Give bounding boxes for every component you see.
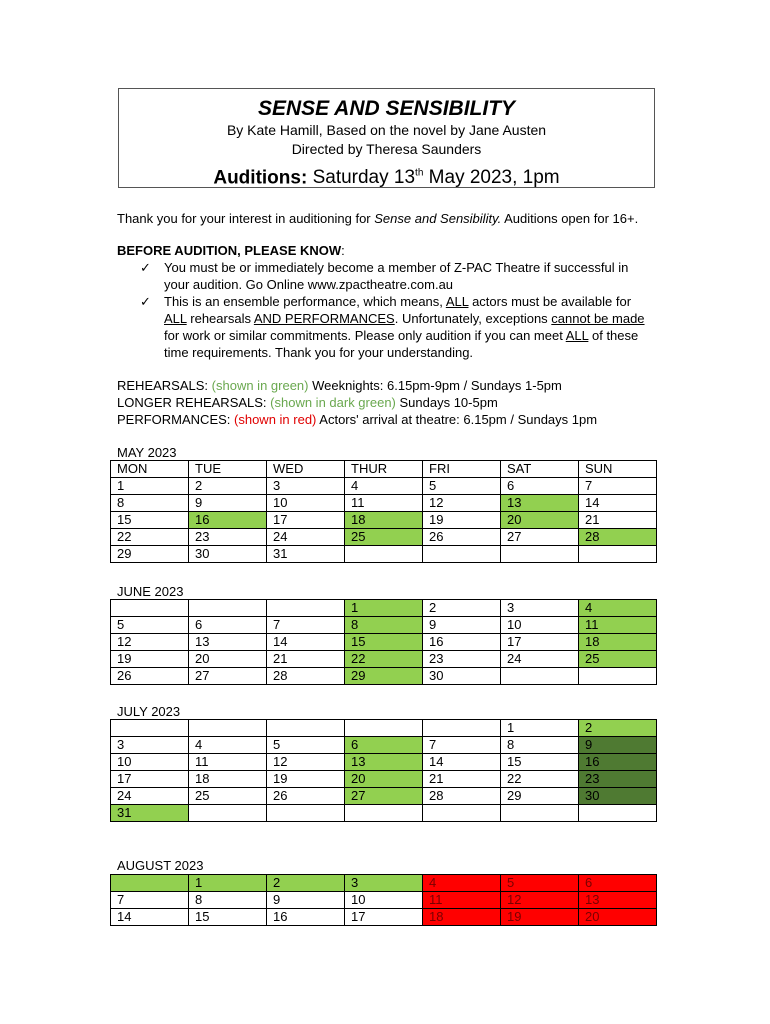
calendar-cell: 19 (111, 651, 189, 668)
calendar-cell (189, 720, 267, 737)
calendar-cell: 10 (345, 892, 423, 909)
calendar-row (111, 720, 657, 737)
calendar-row (111, 875, 657, 892)
calendar-cell: 19 (501, 909, 579, 926)
calendar-cell: 23 (579, 771, 657, 788)
calendar-cell: 2 (189, 478, 267, 495)
calendar-row (111, 668, 657, 685)
calendar-cell: 2 (267, 875, 345, 892)
calendar-cell: 1 (501, 720, 579, 737)
calendar-cell (189, 805, 267, 822)
calendar-cell: 31 (111, 805, 189, 822)
calendar-cell: 2 (423, 600, 501, 617)
may-calendar (110, 460, 657, 563)
calendar-cell: 6 (579, 875, 657, 892)
calendar-cell: 31 (267, 546, 345, 563)
calendar-row (111, 529, 657, 546)
calendar-cell: 6 (189, 617, 267, 634)
calendar-cell: 15 (189, 909, 267, 926)
calendar-cell: 18 (189, 771, 267, 788)
calendar-cell: 3 (501, 600, 579, 617)
calendar-cell: 16 (423, 634, 501, 651)
calendar-cell: 19 (423, 512, 501, 529)
calendar-cell: 13 (501, 495, 579, 512)
calendar-cell: 3 (345, 875, 423, 892)
calendar-cell: 19 (267, 771, 345, 788)
calendar-cell: 6 (501, 478, 579, 495)
calendar-cell: 2 (579, 720, 657, 737)
calendar-cell: 17 (345, 909, 423, 926)
list-item: ✓ You must be or immediately become a member of Z-PAC Theatre if successful in your audition. Go Online www.zpactheatre.com.au (140, 260, 629, 292)
calendar-cell: 24 (267, 529, 345, 546)
calendar-cell: 3 (111, 737, 189, 754)
calendar-cell: 25 (579, 651, 657, 668)
calendar-cell: 21 (423, 771, 501, 788)
calendar-cell: 27 (189, 668, 267, 685)
calendar-cell: 25 (189, 788, 267, 805)
calendar-cell (501, 805, 579, 822)
calendar-cell: 7 (267, 617, 345, 634)
calendar-cell: 26 (423, 529, 501, 546)
calendar-row (111, 461, 657, 478)
calendar-row (111, 771, 657, 788)
calendar-cell: 8 (189, 892, 267, 909)
calendar-cell: 26 (267, 788, 345, 805)
calendar-cell: 16 (267, 909, 345, 926)
calendar-cell: 5 (501, 875, 579, 892)
calendar-cell: 10 (267, 495, 345, 512)
calendar-cell (579, 668, 657, 685)
calendar-cell: WED (267, 461, 345, 478)
auditions-label: Auditions: (213, 167, 308, 189)
calendar-cell: 22 (501, 771, 579, 788)
calendar-cell (345, 805, 423, 822)
calendar-cell: 29 (501, 788, 579, 805)
calendar-cell (111, 600, 189, 617)
calendar-cell (501, 546, 579, 563)
director-line: Directed by Theresa Saunders (291, 141, 482, 157)
calendar-cell: 11 (345, 495, 423, 512)
may-calendar-title: MAY 2023 (117, 445, 177, 460)
calendar-cell: SAT (501, 461, 579, 478)
calendar-cell: 9 (267, 892, 345, 909)
calendar-cell: 25 (345, 529, 423, 546)
title-box (118, 88, 655, 188)
legend-rehearsals: REHEARSALS: (shown in green) Weeknights: 6.15pm-9pm / Sundays 1-5pm (117, 378, 562, 393)
calendar-cell: 4 (579, 600, 657, 617)
calendar-cell: 13 (189, 634, 267, 651)
august-calendar (110, 874, 657, 926)
calendar-cell: 24 (111, 788, 189, 805)
calendar-cell: 10 (111, 754, 189, 771)
calendar-row (111, 546, 657, 563)
calendar-cell (423, 805, 501, 822)
calendar-cell: 7 (111, 892, 189, 909)
july-calendar-title: JULY 2023 (117, 704, 181, 719)
calendar-cell: 1 (189, 875, 267, 892)
calendar-cell: 12 (501, 892, 579, 909)
calendar-cell: 28 (579, 529, 657, 546)
calendar-row (111, 478, 657, 495)
calendar-cell: 30 (423, 668, 501, 685)
calendar-cell (111, 720, 189, 737)
calendar-cell: 22 (111, 529, 189, 546)
calendar-cell: SUN (579, 461, 657, 478)
calendar-cell: 11 (579, 617, 657, 634)
calendar-cell: 14 (579, 495, 657, 512)
calendar-row (111, 805, 657, 822)
checkmark-icon: ✓ (140, 260, 151, 275)
calendar-cell: 8 (345, 617, 423, 634)
calendar-cell: 27 (345, 788, 423, 805)
calendar-row (111, 737, 657, 754)
calendar-cell: 8 (501, 737, 579, 754)
calendar-cell: 5 (111, 617, 189, 634)
calendar-cell (267, 600, 345, 617)
calendar-cell: 28 (267, 668, 345, 685)
calendar-cell: 7 (423, 737, 501, 754)
calendar-cell: 6 (345, 737, 423, 754)
calendar-cell (111, 875, 189, 892)
calendar-cell: MON (111, 461, 189, 478)
calendar-cell: 14 (111, 909, 189, 926)
calendar-cell: 16 (189, 512, 267, 529)
calendar-cell (189, 600, 267, 617)
calendar-cell (267, 720, 345, 737)
calendar-cell: 30 (189, 546, 267, 563)
calendar-row (111, 634, 657, 651)
calendar-cell: 1 (345, 600, 423, 617)
byline: By Kate Hamill, Based on the novel by Jane Austen (226, 122, 547, 138)
calendar-cell (501, 668, 579, 685)
calendar-cell (423, 720, 501, 737)
calendar-cell (423, 546, 501, 563)
page-title: SENSE AND SENSIBILITY (257, 97, 516, 120)
calendar-cell: 30 (579, 788, 657, 805)
requirements-list (117, 259, 677, 361)
calendar-cell: 20 (345, 771, 423, 788)
calendar-cell: 20 (501, 512, 579, 529)
calendar-row (111, 788, 657, 805)
calendar-row (111, 892, 657, 909)
calendar-cell: 5 (267, 737, 345, 754)
calendar-cell (345, 720, 423, 737)
calendar-cell (267, 805, 345, 822)
calendar-cell: 29 (111, 546, 189, 563)
calendar-cell: 14 (267, 634, 345, 651)
calendar-cell: 17 (111, 771, 189, 788)
calendar-cell: 17 (501, 634, 579, 651)
august-calendar-title: AUGUST 2023 (117, 858, 204, 873)
calendar-cell: 29 (345, 668, 423, 685)
calendar-cell: 9 (189, 495, 267, 512)
calendar-cell: 24 (501, 651, 579, 668)
calendar-cell: 10 (501, 617, 579, 634)
calendar-row (111, 651, 657, 668)
calendar-cell: 20 (579, 909, 657, 926)
calendar-cell: 7 (579, 478, 657, 495)
calendar-cell: 27 (501, 529, 579, 546)
calendar-cell (579, 805, 657, 822)
calendar-cell (345, 546, 423, 563)
calendar-cell: 23 (423, 651, 501, 668)
calendar-cell: 23 (189, 529, 267, 546)
schedule-legend (117, 377, 677, 428)
calendar-cell: 4 (189, 737, 267, 754)
calendar-cell: 11 (423, 892, 501, 909)
calendar-cell: 18 (579, 634, 657, 651)
calendar-row (111, 495, 657, 512)
calendar-cell: 9 (579, 737, 657, 754)
calendar-cell: 4 (423, 875, 501, 892)
calendar-cell: 18 (423, 909, 501, 926)
calendar-cell: 1 (111, 478, 189, 495)
calendar-cell: 8 (111, 495, 189, 512)
calendar-cell: 21 (267, 651, 345, 668)
calendar-cell: TUE (189, 461, 267, 478)
calendar-cell: 13 (345, 754, 423, 771)
calendar-cell: 9 (423, 617, 501, 634)
auditions-line (119, 161, 654, 191)
before-audition-section (117, 242, 677, 361)
calendar-cell (579, 546, 657, 563)
calendar-cell: 13 (579, 892, 657, 909)
before-heading: BEFORE AUDITION, PLEASE KNOW: (117, 243, 345, 258)
calendar-row (111, 754, 657, 771)
calendar-cell: 12 (423, 495, 501, 512)
legend-performances: PERFORMANCES: (shown in red) Actors' arrival at theatre: 6.15pm / Sundays 1pm (117, 412, 598, 427)
calendar-cell: 22 (345, 651, 423, 668)
legend-longer-rehearsals: LONGER REHEARSALS: (shown in dark green) Sundays 10-5pm (117, 395, 498, 410)
calendar-cell: 21 (579, 512, 657, 529)
calendar-cell: 5 (423, 478, 501, 495)
calendar-cell: 3 (267, 478, 345, 495)
calendar-cell: 20 (189, 651, 267, 668)
checkmark-icon: ✓ (140, 294, 151, 309)
calendar-cell: 14 (423, 754, 501, 771)
auditions-date: Saturday 13th May 2023, 1pm (312, 167, 560, 189)
calendar-cell: 26 (111, 668, 189, 685)
calendar-cell: 15 (345, 634, 423, 651)
calendar-cell: 18 (345, 512, 423, 529)
list-item: ✓ This is an ensemble performance, which means, ALL actors must be available for ALL rehearsals AND PERFORMANCES. Unfortunately, exceptions cannot be made for work or similar commitments. Please only audition if you can meet ALL of these time requirements. Thank you for your understanding. (140, 294, 645, 360)
calendar-cell: 12 (267, 754, 345, 771)
calendar-cell: 28 (423, 788, 501, 805)
calendar-cell: 12 (111, 634, 189, 651)
july-calendar (110, 719, 657, 822)
june-calendar-title: JUNE 2023 (117, 584, 184, 599)
calendar-cell: 17 (267, 512, 345, 529)
intro-paragraph: Thank you for your interest in auditioning for Sense and Sensibility. Auditions open for 16+. (117, 211, 639, 226)
calendar-row (111, 617, 657, 634)
calendar-cell: 15 (501, 754, 579, 771)
calendar-row (111, 909, 657, 926)
june-calendar (110, 599, 657, 685)
calendar-row (111, 512, 657, 529)
calendar-cell: FRI (423, 461, 501, 478)
calendar-row (111, 600, 657, 617)
calendar-cell: 16 (579, 754, 657, 771)
calendar-cell: 15 (111, 512, 189, 529)
calendar-cell: 11 (189, 754, 267, 771)
calendar-cell: THUR (345, 461, 423, 478)
show-name: Sense and Sensibility. (374, 211, 502, 226)
calendar-cell: 4 (345, 478, 423, 495)
